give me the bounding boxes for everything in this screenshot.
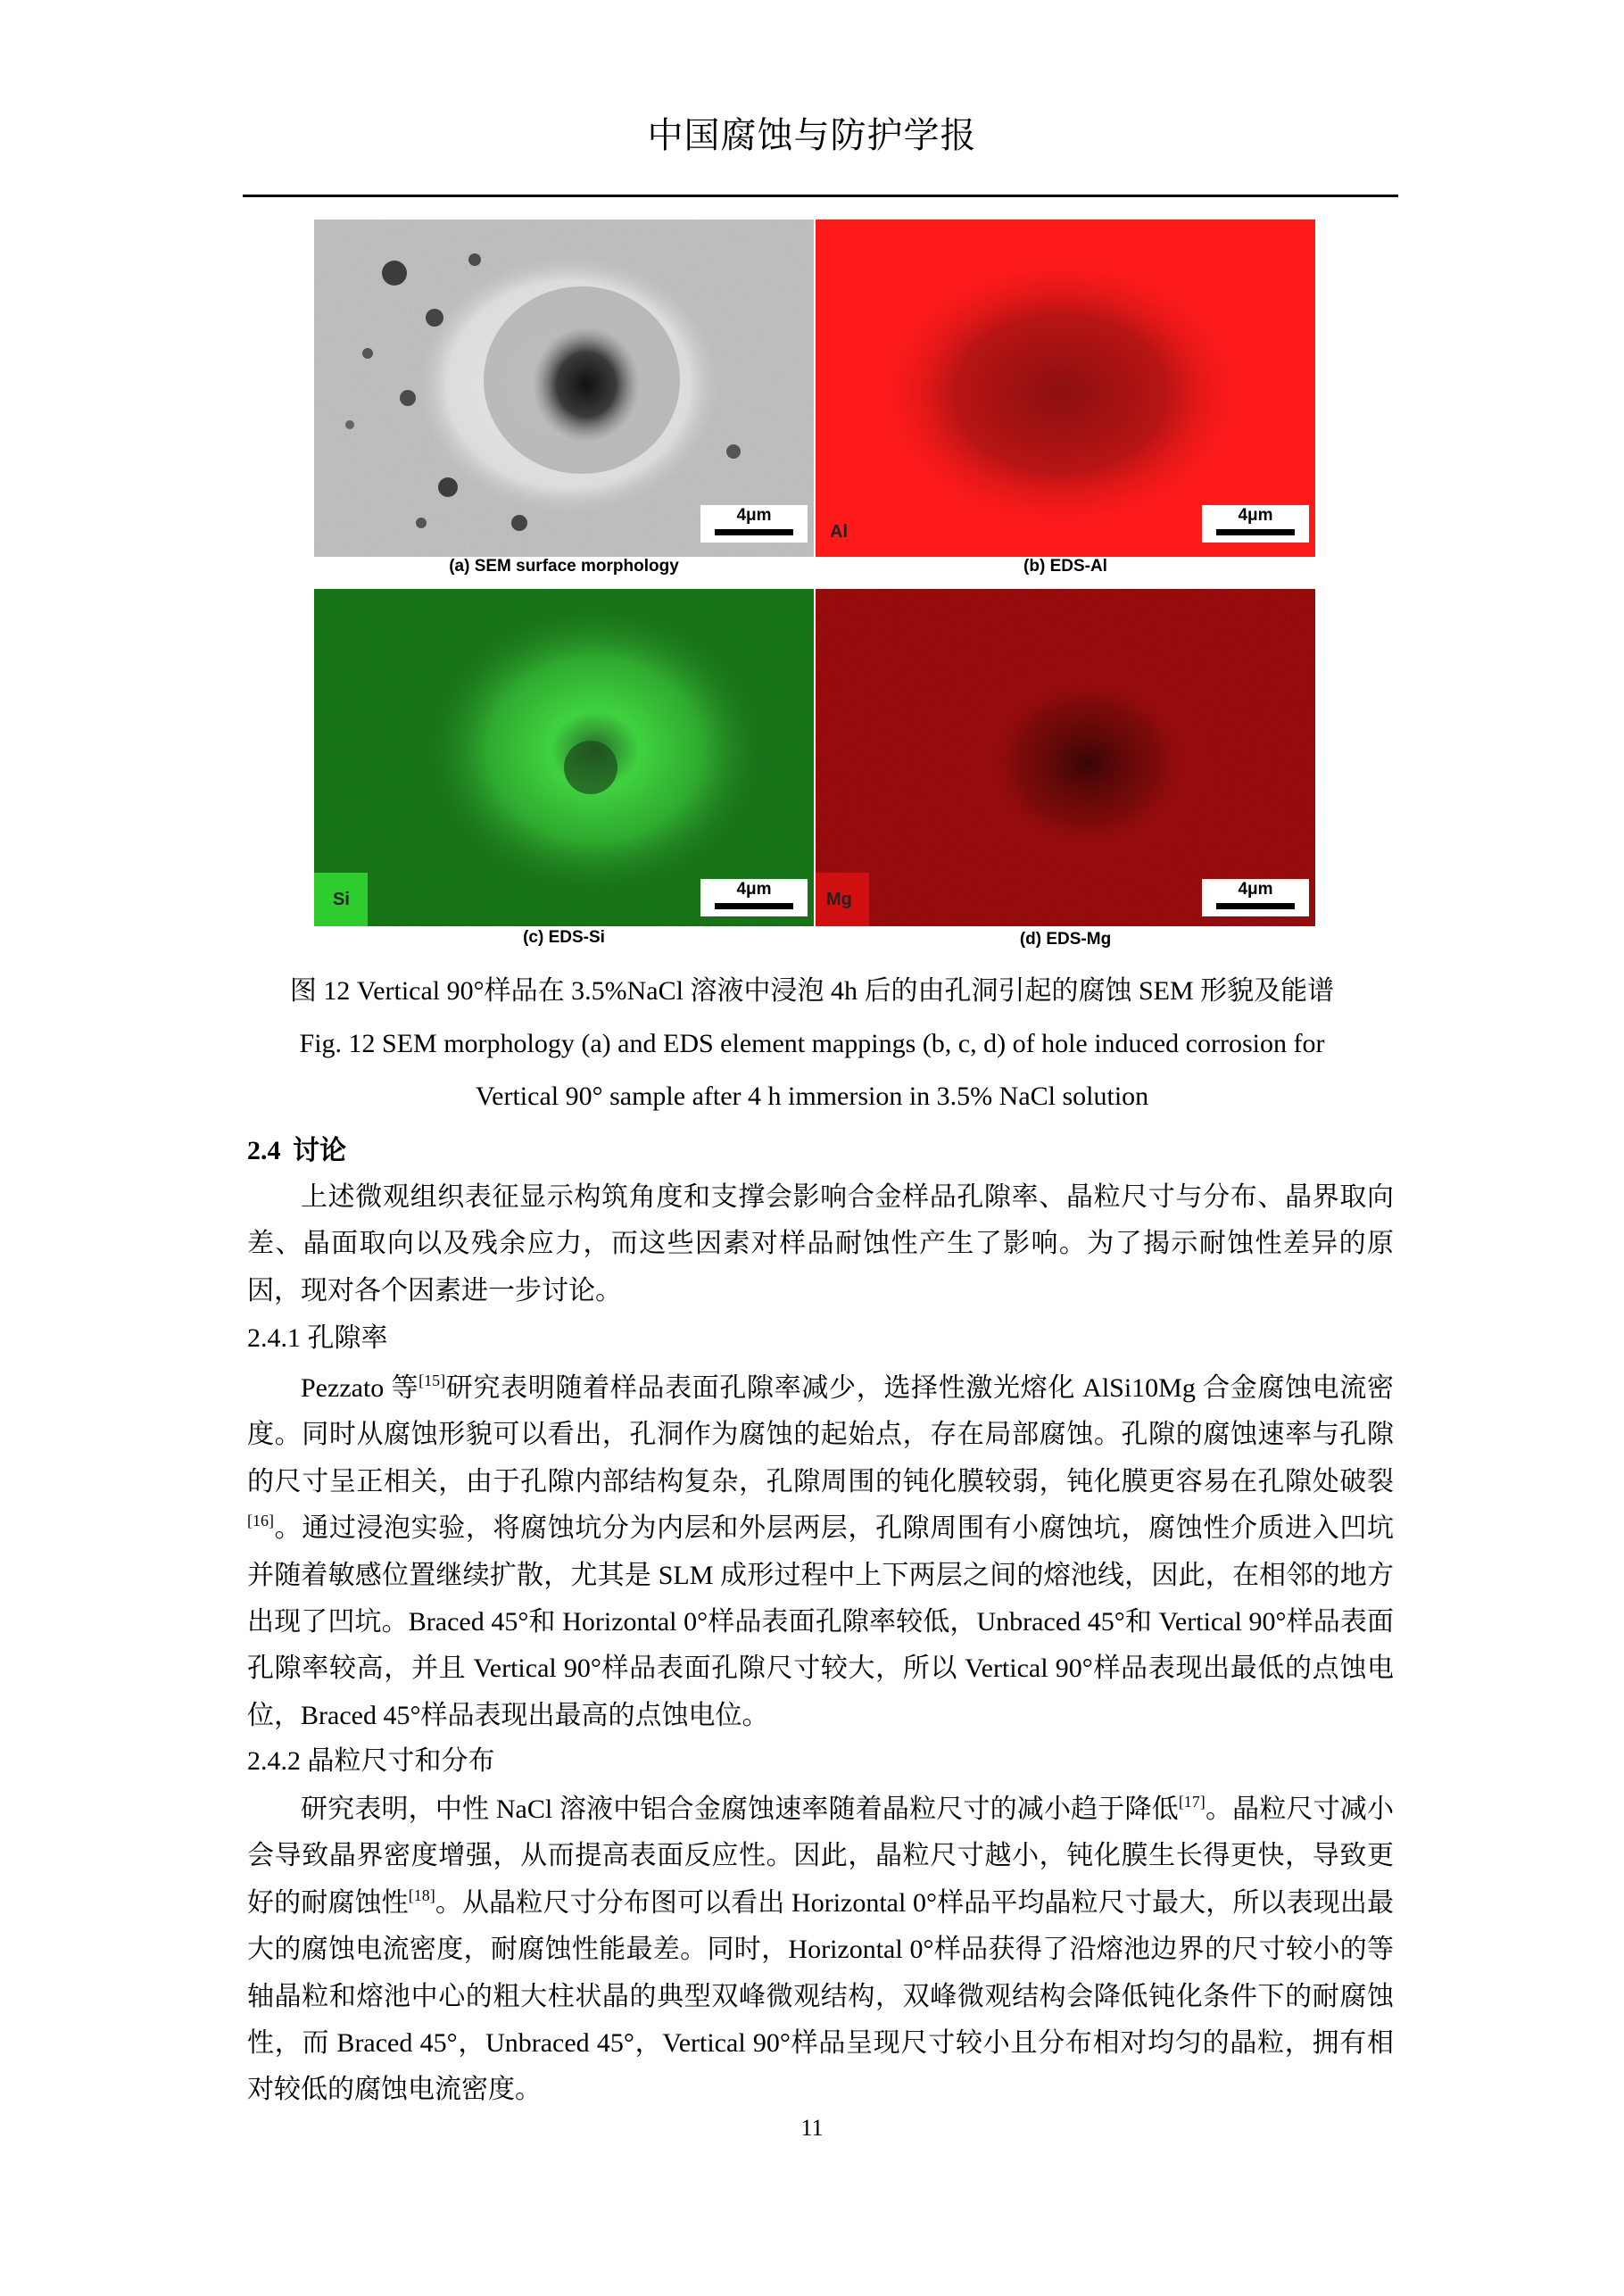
subsection-heading-porosity: 2.4.1 孔隙率 [247, 1323, 388, 1353]
text-run: 研究表明，中性 NaCl 溶液中铝合金腐蚀速率随着晶粒尺寸的减小趋于降低 [301, 1795, 1179, 1824]
scale-bar-d [1202, 879, 1309, 916]
figure-caption-en-line2: Vertical 90° sample after 4 h immersion in 3.5% NaCl solution [475, 1082, 1149, 1111]
scale-line [715, 903, 793, 909]
element-label-si: Si [333, 890, 350, 909]
header-rule [243, 195, 1398, 197]
element-label-al: Al [830, 522, 848, 542]
page-number: 11 [800, 2115, 824, 2141]
scale-label: 4μm [736, 506, 772, 525]
citation-ref: [17] [1178, 1793, 1206, 1811]
scale-label: 4μm [1238, 506, 1273, 525]
scale-line [715, 529, 793, 535]
eds-si-map [314, 589, 814, 926]
scale-line [1216, 903, 1295, 909]
eds-mg-map [816, 589, 1315, 926]
section-number: 2.4 [247, 1136, 281, 1165]
porosity-paragraph [247, 1365, 1394, 1739]
figure-caption-en-line1: Fig. 12 SEM morphology (a) and EDS element mappings (b, c, d) of hole induced corrosion for [299, 1029, 1325, 1058]
scale-bar-c [700, 879, 808, 916]
section-title: 讨论 [293, 1136, 346, 1165]
citation-ref: [18] [408, 1886, 435, 1904]
grain-size-paragraph [247, 1786, 1394, 2114]
figure-caption-cn: 图 12 Vertical 90°样品在 3.5%NaCl 溶液中浸泡 4h 后的由孔洞引起的腐蚀 SEM 形貌及能谱 [289, 976, 1335, 1006]
journal-title: 中国腐蚀与防护学报 [647, 115, 977, 155]
element-label-mg: Mg [826, 890, 852, 909]
text-run: 。通过浸泡实验，将腐蚀坑分为内层和外层两层，孔隙周围有小腐蚀坑，腐蚀性介质进入凹坑并随着敏感位置继续扩散，尤其是 SLM 成形过程中上下两层之间的熔池线，因此，在相邻的地方出现了凹坑。Braced 45°和 Horizontal 0°样品表面孔隙率较低，Unbraced 45°和 Vertical 90°样品表面孔隙率较高，并且 Vertical 90°样品表面孔隙尺寸较大，所以 Vertical 90°样品表现出最低的点蚀电位，Braced 45°样品表现出最高的点蚀电位。 [247, 1513, 1394, 1730]
subcaption-c: (c) EDS-Si [523, 928, 605, 947]
intro-paragraph: 上述微观组织表征显示构筑角度和支撑会影响合金样品孔隙率、晶粒尺寸与分布、晶界取向差、晶面取向以及残余应力，而这些因素对样品耐蚀性产生了影响。为了揭示耐蚀性差异的原因，现对各个因素进一步讨论。 [247, 1182, 1394, 1305]
scale-bar-b [1202, 505, 1309, 543]
text-run: 研究表明随着样品表面孔隙率减少，选择性激光熔化 AlSi10Mg 合金腐蚀电流密度。同时从腐蚀形貌可以看出，孔洞作为腐蚀的起始点，存在局部腐蚀。孔隙的腐蚀速率与孔隙的尺寸呈正相关，由于孔隙内部结构复杂，孔隙周围的钝化膜较弱，钝化膜更容易在孔隙处破裂 [247, 1373, 1394, 1496]
subsection-heading-grain-size: 2.4.2 晶粒尺寸和分布 [247, 1746, 495, 1776]
text-run: 。晶粒尺寸减小会导致晶界密度增强，从而提高表面反应性。因此，晶粒尺寸越小，钝化膜生长得更快，导致更好的耐腐蚀性 [247, 1795, 1395, 1918]
scale-label: 4μm [736, 880, 772, 899]
text-run: 。从晶粒尺寸分布图可以看出 Horizontal 0°样品平均晶粒尺寸最大，所以表现出最大的腐蚀电流密度，耐腐蚀性能最差。同时，Horizontal 0°样品获得了沿熔池边界的尺寸较小的等轴晶粒和熔池中心的粗大柱状晶的典型双峰微观结构，双峰微观结构会降低钝化条件下的耐腐蚀性，而 Braced 45°，Unbraced 45°，Vertical 90°样品呈现尺寸较小且分布相对均匀的晶粒，拥有相对较低的腐蚀电流密度。 [247, 1887, 1395, 2105]
scale-bar-a [700, 505, 808, 543]
section-heading [247, 1135, 346, 1167]
citation-ref: [16] [247, 1512, 274, 1530]
citation-ref: [15] [418, 1372, 446, 1389]
subcaption-a: (a) SEM surface morphology [449, 557, 679, 576]
subcaption-d: (d) EDS-Mg [1019, 930, 1112, 949]
subcaption-b: (b) EDS-Al [1023, 557, 1107, 576]
scale-line [1216, 529, 1295, 535]
scale-label: 4μm [1238, 880, 1273, 899]
text-run: Pezzato 等 [301, 1373, 419, 1403]
